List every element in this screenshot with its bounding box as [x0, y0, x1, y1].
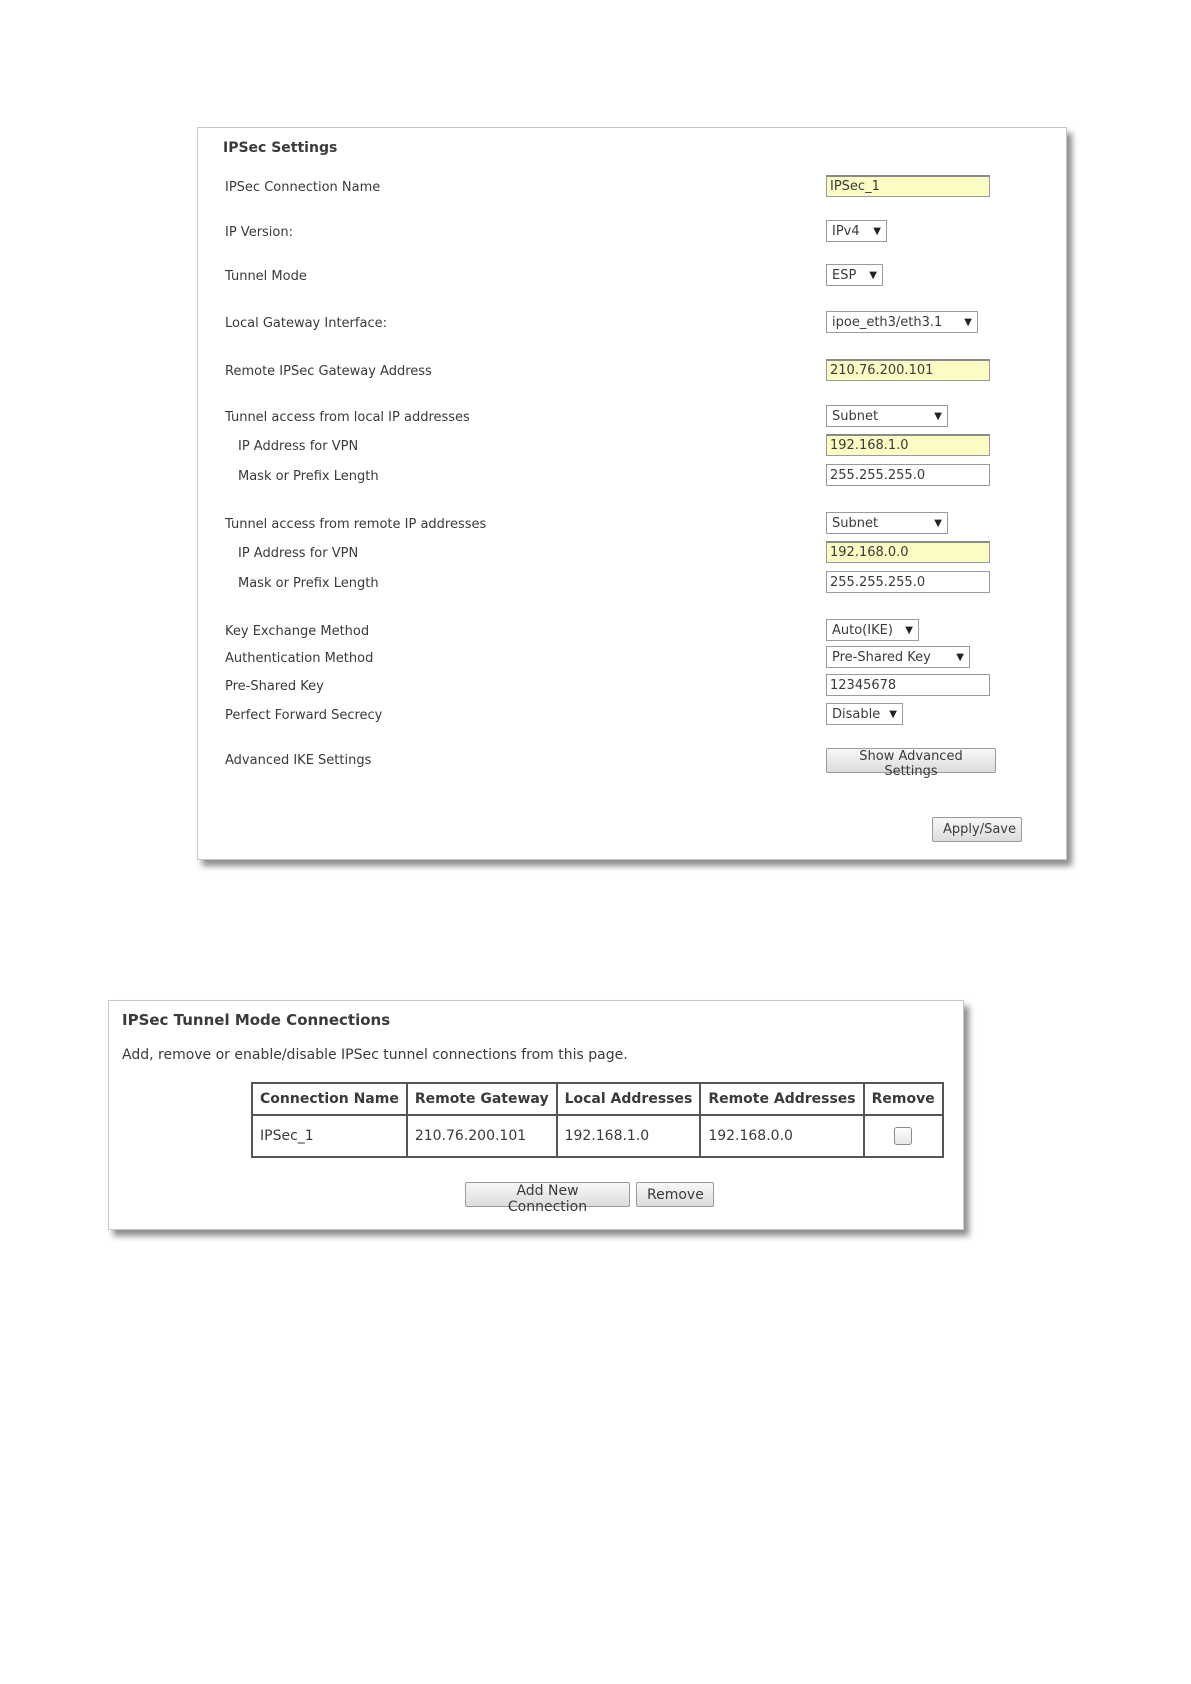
auth-method-label: Authentication Method — [225, 651, 374, 666]
remote-gateway-input[interactable] — [826, 359, 990, 381]
remote-ip-label: IP Address for VPN — [238, 546, 359, 561]
column-header-remove: Remove — [864, 1083, 943, 1115]
remote-gateway-label: Remote IPSec Gateway Address — [225, 364, 432, 379]
local-mask-label: Mask or Prefix Length — [238, 469, 379, 484]
column-header-remote-addresses: Remote Addresses — [700, 1083, 863, 1115]
remote-mask-input[interactable] — [826, 571, 990, 593]
ip-version-label: IP Version: — [225, 225, 293, 240]
ipsec-settings-panel — [197, 127, 1067, 860]
local-gateway-value: ipoe_eth3/eth3.1 — [832, 314, 943, 330]
auth-method-select[interactable] — [826, 646, 970, 668]
cell-local-addresses: 192.168.1.0 — [557, 1115, 701, 1157]
tunnel-mode-select[interactable] — [826, 264, 883, 286]
pfs-select[interactable] — [826, 703, 903, 725]
remote-ip-input[interactable] — [826, 541, 990, 563]
add-new-connection-button[interactable]: Add New Connection — [465, 1182, 630, 1207]
auth-method-value: Pre-Shared Key — [832, 649, 931, 665]
apply-save-button[interactable]: Apply/Save — [932, 817, 1022, 842]
local-gateway-label: Local Gateway Interface: — [225, 316, 387, 331]
local-access-label: Tunnel access from local IP addresses — [225, 410, 470, 425]
connection-name-input[interactable] — [826, 175, 990, 197]
remove-checkbox[interactable] — [894, 1127, 912, 1145]
local-ip-input[interactable] — [826, 434, 990, 456]
key-exchange-label: Key Exchange Method — [225, 624, 370, 639]
psk-label: Pre-Shared Key — [225, 679, 324, 694]
dropdown-arrow-icon: ▼ — [934, 410, 942, 422]
dropdown-arrow-icon: ▼ — [869, 269, 877, 281]
tunnel-mode-value: ESP — [832, 267, 857, 283]
connections-title: IPSec Tunnel Mode Connections — [122, 1011, 391, 1029]
remote-access-value: Subnet — [832, 515, 879, 531]
ip-version-value: IPv4 — [832, 223, 860, 239]
column-header-remote-gateway: Remote Gateway — [407, 1083, 557, 1115]
connection-name-label: IPSec Connection Name — [225, 180, 381, 195]
pfs-value: Disable — [832, 706, 881, 722]
remote-access-label: Tunnel access from remote IP addresses — [225, 517, 487, 532]
dropdown-arrow-icon: ▼ — [889, 708, 897, 720]
cell-remove — [864, 1115, 943, 1157]
ip-version-select[interactable] — [826, 220, 887, 242]
settings-title: IPSec Settings — [223, 140, 338, 156]
dropdown-arrow-icon: ▼ — [934, 517, 942, 529]
local-gateway-select[interactable] — [826, 311, 978, 333]
dropdown-arrow-icon: ▼ — [905, 624, 913, 636]
psk-input[interactable] — [826, 674, 990, 696]
local-ip-label: IP Address for VPN — [238, 439, 359, 454]
key-exchange-value: Auto(IKE) — [832, 622, 893, 638]
local-mask-input[interactable] — [826, 464, 990, 486]
connections-table — [251, 1082, 944, 1158]
local-access-select[interactable] — [826, 405, 948, 427]
column-header-local-addresses: Local Addresses — [557, 1083, 701, 1115]
pfs-label: Perfect Forward Secrecy — [225, 708, 383, 723]
table-header-row — [252, 1083, 943, 1115]
tunnel-mode-label: Tunnel Mode — [225, 269, 307, 284]
table-row — [252, 1115, 943, 1157]
cell-connection-name: IPSec_1 — [252, 1115, 407, 1157]
show-advanced-settings-button[interactable]: Show Advanced Settings — [826, 748, 996, 773]
ipsec-connections-panel — [108, 1000, 964, 1230]
dropdown-arrow-icon: ▼ — [956, 651, 964, 663]
column-header-connection-name: Connection Name — [252, 1083, 407, 1115]
advanced-ike-label: Advanced IKE Settings — [225, 753, 372, 768]
remove-button[interactable]: Remove — [636, 1182, 714, 1207]
remote-mask-label: Mask or Prefix Length — [238, 576, 379, 591]
remote-access-select[interactable] — [826, 512, 948, 534]
cell-remote-gateway: 210.76.200.101 — [407, 1115, 557, 1157]
dropdown-arrow-icon: ▼ — [873, 225, 881, 237]
connections-description: Add, remove or enable/disable IPSec tunnel connections from this page. — [122, 1047, 628, 1063]
dropdown-arrow-icon: ▼ — [964, 316, 972, 328]
cell-remote-addresses: 192.168.0.0 — [700, 1115, 863, 1157]
local-access-value: Subnet — [832, 408, 879, 424]
key-exchange-select[interactable] — [826, 619, 919, 641]
